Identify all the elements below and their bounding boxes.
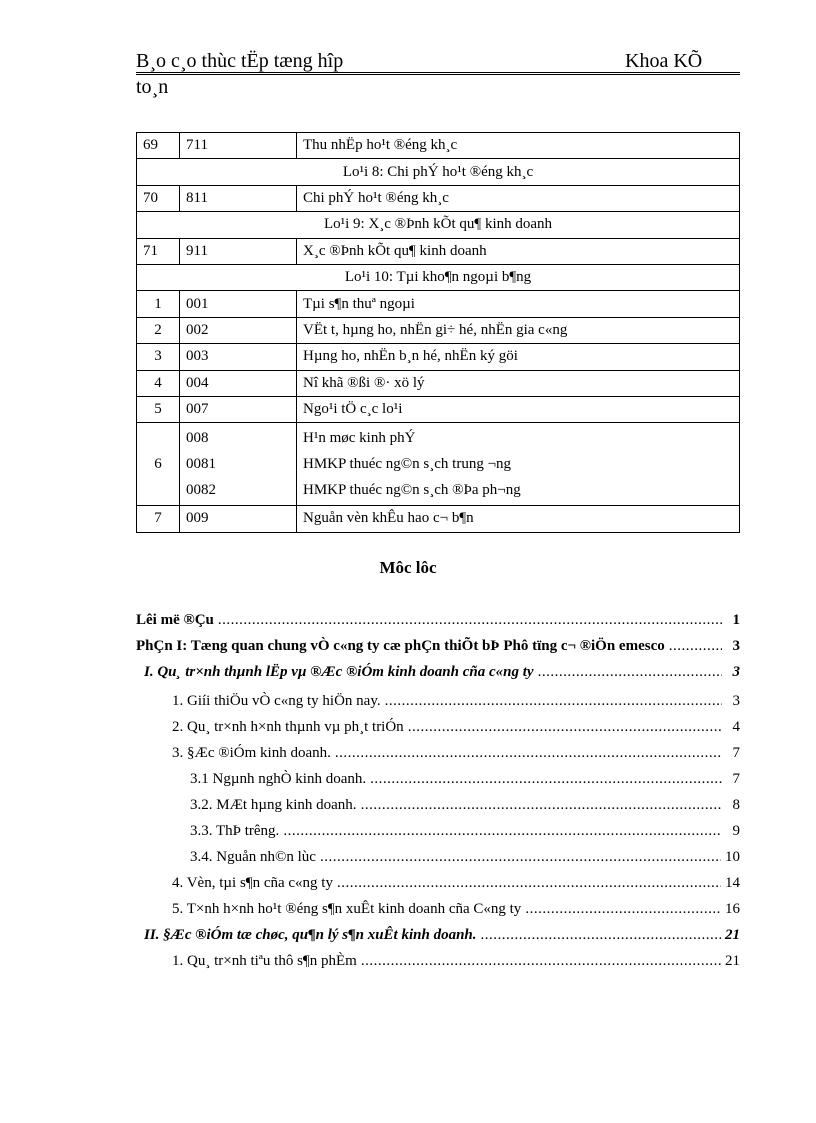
table-row xyxy=(137,238,740,264)
table-row xyxy=(137,423,740,506)
toc-entry[interactable] xyxy=(190,823,740,845)
account-name: VËt t, hµng ho, nhËn gi÷ hé, nhËn gia c«ng xyxy=(297,317,740,343)
toc-entry-label: PhÇn I: Tæng quan chung vÒ c«ng ty cæ phÇn thiÕt bÞ Phô tïng c¬ ®iÖn emesco xyxy=(136,638,665,654)
account-code: 811 xyxy=(180,185,297,211)
account-name: H¹n møc kinh phÝ xyxy=(303,430,416,447)
toc-entry-label: 3.1 Ngµnh nghÒ kinh doanh. xyxy=(190,771,367,787)
account-code: 002 xyxy=(180,317,297,343)
account-code: 007 xyxy=(180,396,297,422)
toc-entry-page: 1 xyxy=(732,612,740,628)
table-row xyxy=(137,396,740,422)
toc-entry-page: 16 xyxy=(725,901,740,917)
table-row xyxy=(137,370,740,396)
report-header-right: Khoa KÕ xyxy=(625,50,703,72)
toc-entry-label: 3.3. ThÞ trêng. xyxy=(190,823,280,839)
toc-entry[interactable] xyxy=(144,927,740,949)
account-code: 001 xyxy=(180,291,297,317)
account-code: 004 xyxy=(180,370,297,396)
toc-entry[interactable] xyxy=(190,771,740,793)
toc-leader-dots xyxy=(525,901,721,918)
toc-entry-label: Lêi më ®Çu xyxy=(136,612,214,628)
toc-entry-label: 3.4. Nguån nh©n lùc xyxy=(190,849,316,865)
toc-leader-dots xyxy=(669,638,722,655)
account-code: 008 xyxy=(186,430,209,447)
account-name: Ngo¹i tÖ c¸c lo¹i xyxy=(297,396,740,422)
account-name: X¸c ®Þnh kÕt qu¶ kinh doanh xyxy=(297,238,740,264)
toc-entry[interactable] xyxy=(136,638,740,660)
toc-entry-label: 1. Qu¸ tr×nh tiªu thô s¶n phÈm xyxy=(172,953,357,969)
account-names xyxy=(297,423,740,506)
toc-entry[interactable] xyxy=(172,953,740,975)
toc-entry[interactable] xyxy=(172,693,740,715)
account-name: Thu nhËp ho¹t ®éng kh¸c xyxy=(297,133,740,159)
group-label: Lo¹i 9: X¸c ®Þnh kÕt qu¶ kinh doanh xyxy=(137,212,740,238)
table-row xyxy=(137,344,740,370)
toc-entry-page: 3 xyxy=(732,664,740,680)
toc-entry-page: 7 xyxy=(732,771,740,787)
account-name: Nguån vèn khÊu hao c¬ b¶n xyxy=(297,506,740,532)
toc-entry-page: 10 xyxy=(725,849,740,865)
toc-entry[interactable] xyxy=(172,745,740,767)
toc-entry-page: 14 xyxy=(725,875,740,891)
account-code: 003 xyxy=(180,344,297,370)
toc-entry-label: I. Qu¸ tr×nh thµnh lËp vµ ®Æc ®iÓm kinh doanh cña c«ng ty xyxy=(144,664,534,680)
row-number: 1 xyxy=(137,291,180,317)
row-number: 5 xyxy=(137,396,180,422)
row-number: 71 xyxy=(137,238,180,264)
toc-entry[interactable] xyxy=(172,875,740,897)
toc-entry-page: 21 xyxy=(725,927,740,943)
group-label: Lo¹i 8: Chi phÝ ho¹t ®éng kh¸c xyxy=(137,159,740,185)
table-row xyxy=(137,506,740,532)
toc-title: Môc lôc xyxy=(379,558,437,577)
toc-entry[interactable] xyxy=(136,612,740,634)
toc-entry-label: 1. Giíi thiÖu vÒ c«ng ty hiÖn nay. xyxy=(172,693,381,709)
account-name: Chi phÝ ho¹t ®éng kh¸c xyxy=(297,185,740,211)
toc-entry[interactable] xyxy=(144,664,740,686)
toc-entry-page: 8 xyxy=(732,797,740,813)
toc-leader-dots xyxy=(218,612,722,629)
toc-leader-dots xyxy=(538,664,722,681)
toc-entry-label: 5. T×nh h×nh ho¹t ®éng s¶n xuÊt kinh doanh cña C«ng ty xyxy=(172,901,522,917)
toc-leader-dots xyxy=(337,875,721,892)
account-name: HMKP thuéc ng©n s¸ch trung ¬ng xyxy=(303,456,512,473)
table-group-row xyxy=(137,159,740,185)
report-header-line2: to¸n xyxy=(136,76,169,98)
account-code: 0081 xyxy=(186,456,216,473)
row-number: 2 xyxy=(137,317,180,343)
report-header-left: B¸o c¸o thùc tËp tæng hîp xyxy=(136,50,344,72)
account-table xyxy=(136,132,740,533)
toc-entry[interactable] xyxy=(172,901,740,923)
row-number: 70 xyxy=(137,185,180,211)
toc-entry-page: 3 xyxy=(732,638,740,654)
toc-leader-dots xyxy=(408,719,722,736)
toc-leader-dots xyxy=(283,823,722,840)
account-name: Tµi s¶n thuª ngoµi xyxy=(297,291,740,317)
account-code: 0082 xyxy=(186,482,216,499)
table-group-row xyxy=(137,212,740,238)
row-number: 7 xyxy=(137,506,180,532)
account-name: Hµng ho, nhËn b¸n hé, nhËn ký göi xyxy=(297,344,740,370)
account-code: 711 xyxy=(180,133,297,159)
toc-entry-label: 2. Qu¸ tr×nh h×nh thµnh vµ ph¸t triÓn xyxy=(172,719,404,735)
table-row xyxy=(137,133,740,159)
toc-entry[interactable] xyxy=(190,849,740,871)
header-rule xyxy=(136,72,740,75)
toc-leader-dots xyxy=(481,927,721,944)
row-number: 3 xyxy=(137,344,180,370)
account-code: 009 xyxy=(180,506,297,532)
row-number: 6 xyxy=(137,423,180,506)
table-group-row xyxy=(137,264,740,290)
group-label: Lo¹i 10: Tµi kho¶n ngoµi b¶ng xyxy=(137,264,740,290)
row-number: 4 xyxy=(137,370,180,396)
toc-leader-dots xyxy=(361,797,722,814)
table-row xyxy=(137,317,740,343)
toc-leader-dots xyxy=(335,745,722,762)
account-name: Nî khã ®ßi ®· xö lý xyxy=(297,370,740,396)
toc-entry-label: 3.2. MÆt hµng kinh doanh. xyxy=(190,797,357,813)
toc-entry-label: 4. Vèn, tµi s¶n cña c«ng ty xyxy=(172,875,333,891)
toc-leader-dots xyxy=(385,693,722,710)
toc-entry-page: 3 xyxy=(732,693,740,709)
toc-entry-page: 21 xyxy=(725,953,740,969)
toc-leader-dots xyxy=(370,771,722,788)
toc-leader-dots xyxy=(361,953,721,970)
table-row xyxy=(137,185,740,211)
account-code: 911 xyxy=(180,238,297,264)
toc-entry-page: 4 xyxy=(732,719,740,735)
table-row xyxy=(137,291,740,317)
account-name: HMKP thuéc ng©n s¸ch ®Þa ph¬ng xyxy=(303,482,521,499)
toc-entry-page: 9 xyxy=(732,823,740,839)
account-codes xyxy=(180,423,297,506)
toc-entry-label: II. §Æc ®iÓm tæ chøc, qu¶n lý s¶n xuÊt kinh doanh. xyxy=(144,927,477,943)
toc-entry-page: 7 xyxy=(732,745,740,761)
toc-entry-label: 3. §Æc ®iÓm kinh doanh. xyxy=(172,745,331,761)
toc-leader-dots xyxy=(320,849,721,866)
toc-entry[interactable] xyxy=(190,797,740,819)
toc-entry[interactable] xyxy=(172,719,740,741)
row-number: 69 xyxy=(137,133,180,159)
